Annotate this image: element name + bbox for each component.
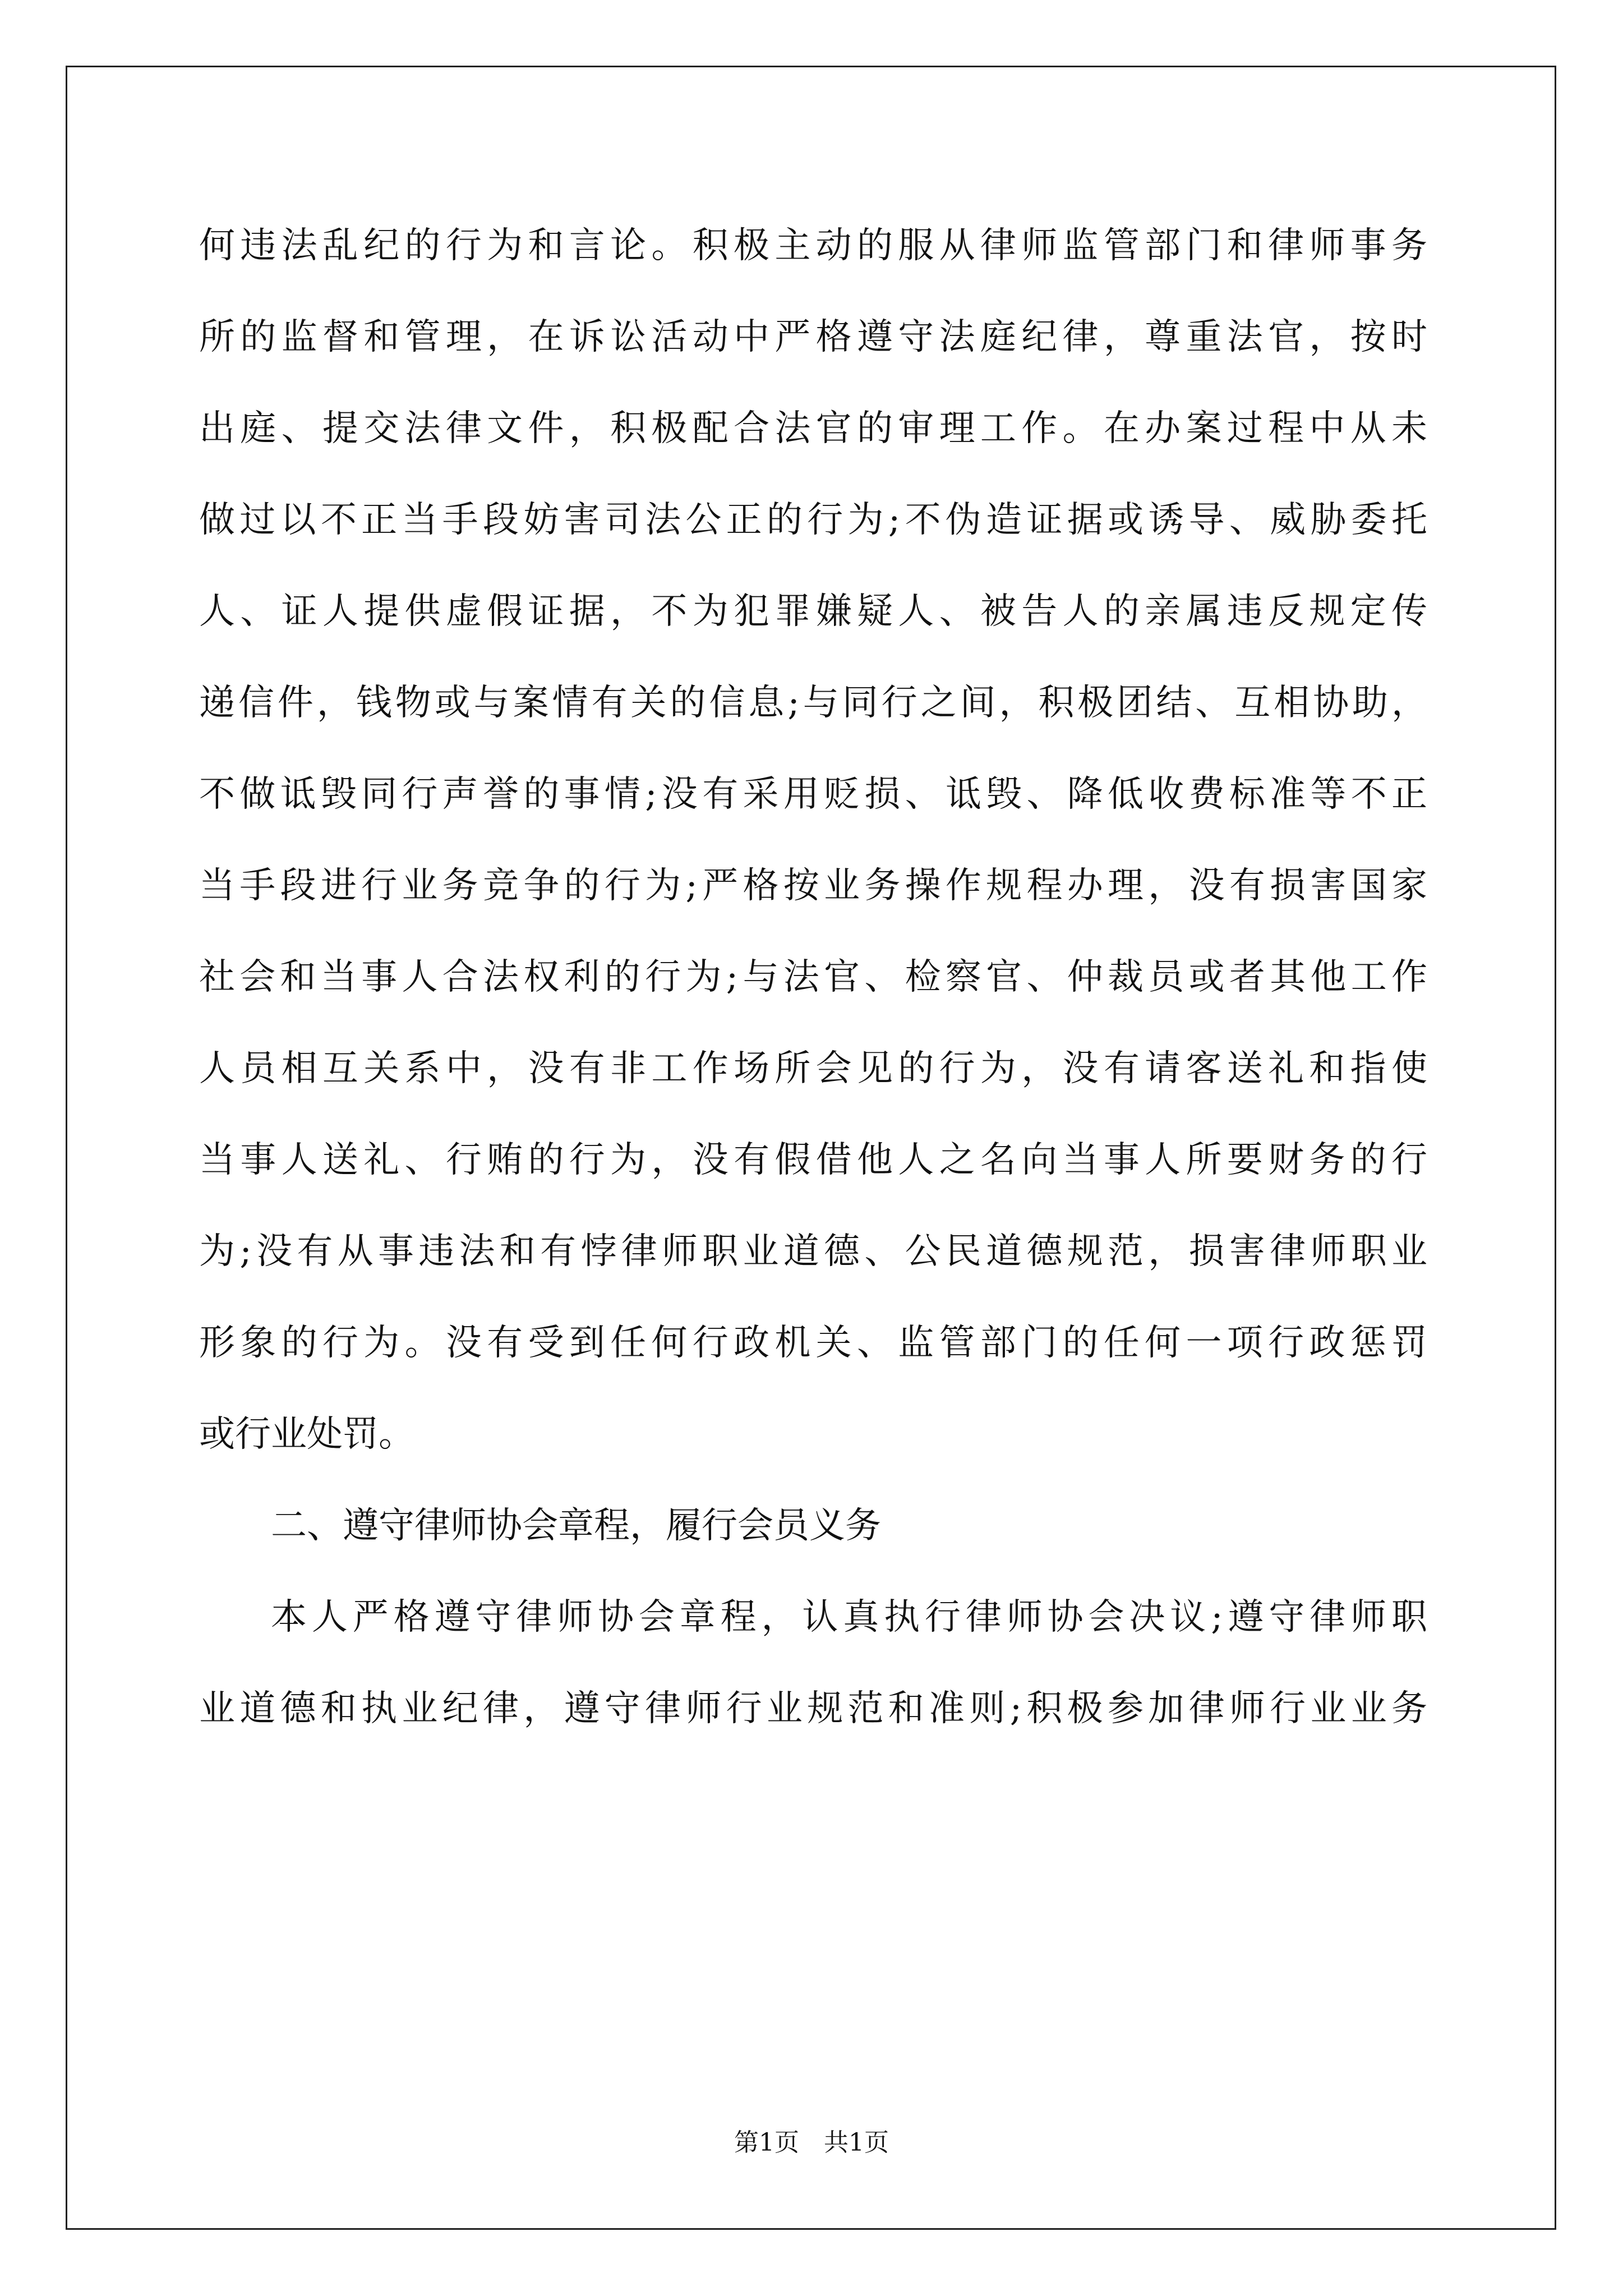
paragraph-1 (199, 219, 1427, 1499)
text-line: 当事人送礼、行贿的行为，没有假借他人之名向当事人所要财务的行 (199, 1139, 1427, 1181)
paragraph-2 (199, 1590, 1427, 1773)
text-line: 递信件，钱物或与案情有关的信息;与同行之间，积极团结、互相协助， (199, 682, 1427, 724)
text-line: 业道德和执业纪律，遵守律师行业规范和准则;积极参加律师行业业务 (199, 1688, 1427, 1729)
text-line: 为;没有从事违法和有悖律师职业道德、公民道德规范，损害律师职业 (199, 1231, 1427, 1272)
text-line: 人员相互关系中，没有非工作场所会见的行为，没有请客送礼和指使 (199, 1048, 1427, 1089)
text-line: 所的监督和管理，在诉讼活动中严格遵守法庭纪律，尊重法官，按时 (199, 316, 1427, 358)
section-heading: 二、遵守律师协会章程，履行会员义务 (271, 1505, 881, 1547)
text-line: 本人严格遵守律师协会章程，认真执行律师协会决议;遵守律师职 (271, 1596, 1427, 1638)
text-line: 形象的行为。没有受到任何行政机关、监管部门的任何一项行政惩罚 (199, 1322, 1427, 1364)
text-line: 人、证人提供虚假证据，不为犯罪嫌疑人、被告人的亲属违反规定传 (199, 591, 1427, 632)
text-line: 或行业处罚。 (199, 1414, 414, 1455)
page-number-footer: 第1页 共1页 (734, 2128, 889, 2157)
text-line: 社会和当事人合法权利的行为;与法官、检察官、仲裁员或者其他工作 (199, 956, 1427, 998)
document-body (199, 219, 1427, 1773)
text-line: 不做诋毁同行声誉的事情;没有采用贬损、诋毁、降低收费标准等不正 (199, 774, 1427, 815)
text-line: 出庭、提交法律文件，积极配合法官的审理工作。在办案过程中从未 (199, 408, 1427, 449)
text-line: 当手段进行业务竞争的行为;严格按业务操作规程办理，没有损害国家 (199, 865, 1427, 907)
text-line: 何违法乱纪的行为和言论。积极主动的服从律师监管部门和律师事务 (199, 225, 1427, 266)
text-line: 做过以不正当手段妨害司法公正的行为;不伪造证据或诱导、威胁委托 (199, 499, 1427, 541)
